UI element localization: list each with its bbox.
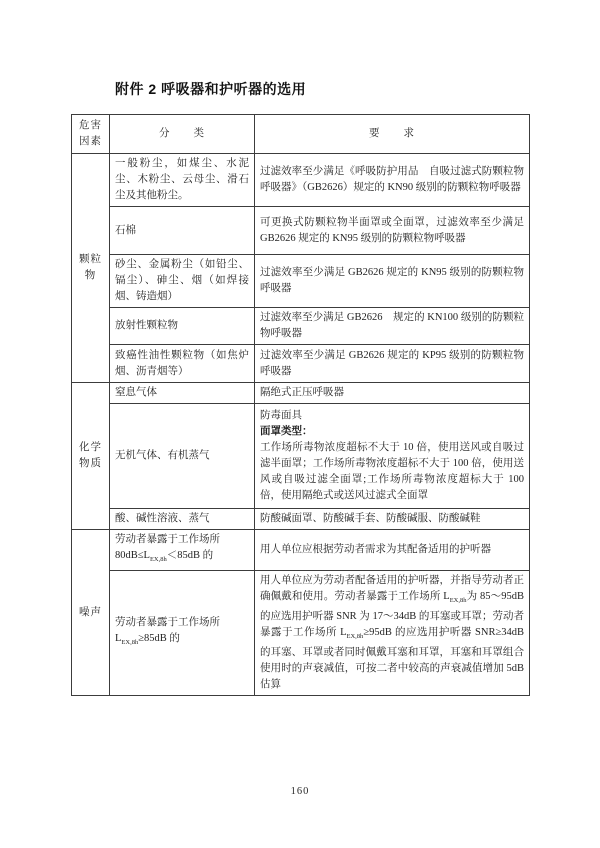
- table-row: [72, 207, 530, 255]
- category-cell: 劳动者暴露于工作场所 $L_{EX,8h}\ge 85dB$ 的: [110, 571, 255, 696]
- table-row: [72, 530, 530, 571]
- category-cell: 窒息气体: [110, 383, 255, 404]
- table-row: [72, 383, 530, 404]
- page-title: 附件 2 呼吸器和护听器的选用: [115, 81, 307, 97]
- requirement-cell: 隔绝式正压呼吸器: [255, 383, 530, 404]
- table-row: [72, 154, 530, 207]
- category-cell: 放射性颗粒物: [110, 308, 255, 345]
- table-row: [72, 308, 530, 345]
- category-cell: 无机气体、有机蒸气: [110, 404, 255, 509]
- category-cell: 酸、碱性溶液、蒸气: [110, 509, 255, 530]
- header-requirement: 要 求: [255, 115, 530, 154]
- category-cell: 一般粉尘，如煤尘、水泥尘、木粉尘、云母尘、滑石尘及其他粉尘。: [110, 154, 255, 207]
- requirement-cell: 用人单位应为劳动者配备适用的护听器，并指导劳动者正确佩戴和使用。劳动者暴露于工作场所 $L_{EX,8h}$为 85～95dB 的应选用护听器 SNR 为 17～34dB 的耳塞或耳罩；劳动者暴露于工作场所 $L_{EX,8h}\ge 95dB$ 的应选用护听器 SNR≥34dB 的耳塞、耳罩或者同时佩戴耳塞和耳罩，耳塞和耳罩组合使用时的声衰减值，可按二者中较高的声衰减值增加 5dB 估算: [255, 571, 530, 696]
- category-cell: 致癌性油性颗粒物（如焦炉烟、沥青烟等）: [110, 345, 255, 383]
- selection-table: [71, 114, 530, 696]
- table-row: [72, 255, 530, 308]
- header-hazard-factor: 危害因素: [72, 115, 110, 154]
- requirement-cell: 防酸碱面罩、防酸碱手套、防酸碱服、防酸碱鞋: [255, 509, 530, 530]
- requirement-cell: 防毒面具 面罩类型： 工作场所毒物浓度超标不大于 10 倍，使用送风或自吸过滤半面罩；工作场所毒物浓度超标不大于 100 倍，使用送风或自吸过滤全面罩;工作场所毒物浓度超标大于 100 倍，使用隔绝式或送风过滤式全面罩: [255, 404, 530, 509]
- hazard-cell-particulate: 颗粒物: [72, 154, 110, 383]
- header-category: 分 类: [110, 115, 255, 154]
- requirement-cell: 过滤效率至少满足 GB2626 规定的 KP95 级别的防颗粒物呼吸器: [255, 345, 530, 383]
- page-number: 160: [290, 786, 310, 797]
- table-row: [72, 404, 530, 509]
- requirement-cell: 过滤效率至少满足 GB2626 规定的 KN95 级别的防颗粒物呼吸器: [255, 255, 530, 308]
- category-cell: 劳动者暴露于工作场所 $80dB\le L_{EX,8h}<85dB$ 的: [110, 530, 255, 571]
- category-cell: 石棉: [110, 207, 255, 255]
- requirement-cell: 用人单位应根据劳动者需求为其配备适用的护听器: [255, 530, 530, 571]
- table-row: [72, 571, 530, 696]
- requirement-cell: 过滤效率至少满足 GB2626 规定的 KN100 级别的防颗粒物呼吸器: [255, 308, 530, 345]
- table-row: [72, 509, 530, 530]
- table-row: [72, 345, 530, 383]
- category-cell: 砂尘、金属粉尘（如铅尘、镉尘）、砷尘、烟（如焊接烟、铸造烟）: [110, 255, 255, 308]
- table-header-row: [72, 115, 530, 154]
- hazard-cell-chemical: 化学物质: [72, 383, 110, 530]
- requirement-cell: 过滤效率至少满足《呼吸防护用品 自吸过滤式防颗粒物呼吸器》（GB2626）规定的 KN90 级别的防颗粒物呼吸器: [255, 154, 530, 207]
- hazard-cell-noise: 噪声: [72, 530, 110, 696]
- requirement-cell: 可更换式防颗粒物半面罩或全面罩，过滤效率至少满足 GB2626 规定的 KN95 级别的防颗粒物呼吸器: [255, 207, 530, 255]
